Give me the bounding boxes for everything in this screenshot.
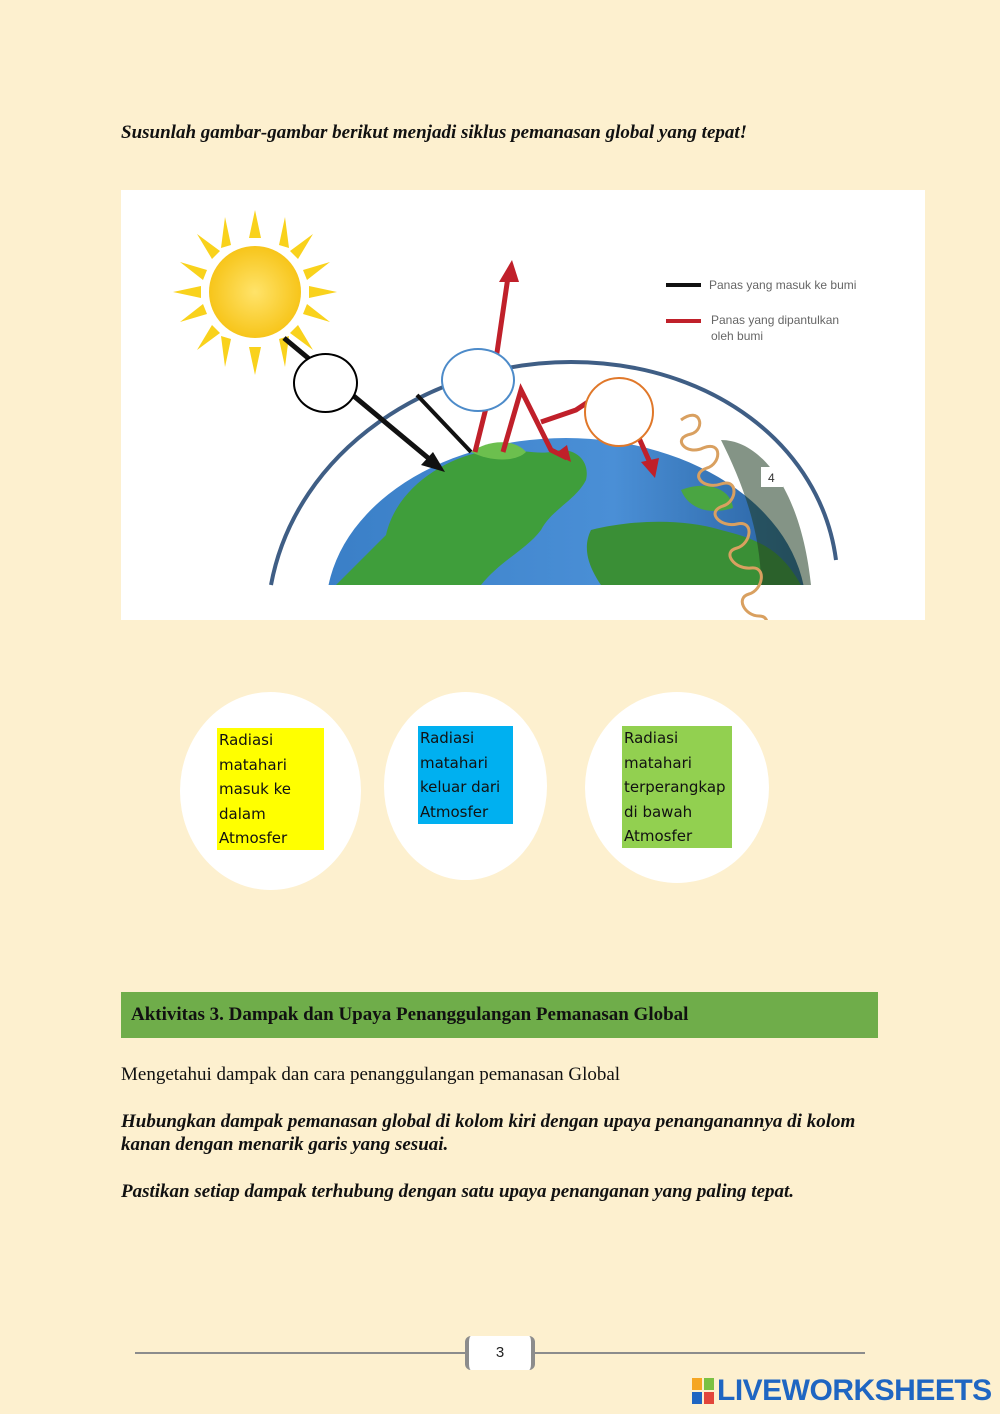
greenhouse-diagram <box>121 190 925 620</box>
marker-label: 4 <box>768 471 775 485</box>
footer-line-right <box>535 1352 865 1354</box>
drop-target-2[interactable] <box>441 348 515 412</box>
answer-label-2: Radiasi matahari keluar dari Atmosfer <box>418 726 513 824</box>
task-text-2: Pastikan setiap dampak terhubung dengan satu upaya penanganan yang paling tepat. <box>121 1181 795 1202</box>
objective-text: Mengetahui dampak dan cara penanggulangan pemanasan Global <box>121 1064 621 1085</box>
section-header <box>121 992 878 1038</box>
section-title: Aktivitas 3. Dampak dan Upaya Penanggulangan Pemanasan Global <box>131 1004 689 1025</box>
liveworksheets-logo <box>692 1373 992 1409</box>
task-text-1: Hubungkan dampak pemanasan global di kolom kiri dengan upaya penanganannya di kolom kanan dengan menarik garis yang sesuai. <box>121 1111 856 1155</box>
answer-card-2[interactable] <box>384 692 547 880</box>
liveworksheets-mark-icon <box>692 1378 714 1404</box>
page-number: 3 <box>465 1336 535 1370</box>
answer-label-3: Radiasi matahari terperangkap di bawah Atmosfer <box>622 726 732 848</box>
instruction-text: Susunlah gambar-gambar berikut menjadi siklus pemanasan global yang tepat! <box>121 122 748 143</box>
footer-line-left <box>135 1352 465 1354</box>
legend-out-label-1: Panas yang dipantulkan <box>711 313 840 327</box>
answer-card-1[interactable] <box>180 692 361 890</box>
drop-target-1[interactable] <box>293 353 358 413</box>
legend-out-label-2: oleh bumi <box>711 329 764 343</box>
legend-in-label: Panas yang masuk ke bumi <box>709 278 857 292</box>
earth-icon <box>326 438 811 620</box>
answer-label-1: Radiasi matahari masuk ke dalam Atmosfer <box>217 728 324 850</box>
greenhouse-illustration <box>121 190 925 620</box>
answer-card-3[interactable] <box>585 692 769 883</box>
legend <box>666 278 856 343</box>
sun-icon <box>173 210 337 375</box>
brand-text: LIVEWORKSHEETS <box>717 1374 992 1407</box>
drop-target-3[interactable] <box>584 377 654 447</box>
